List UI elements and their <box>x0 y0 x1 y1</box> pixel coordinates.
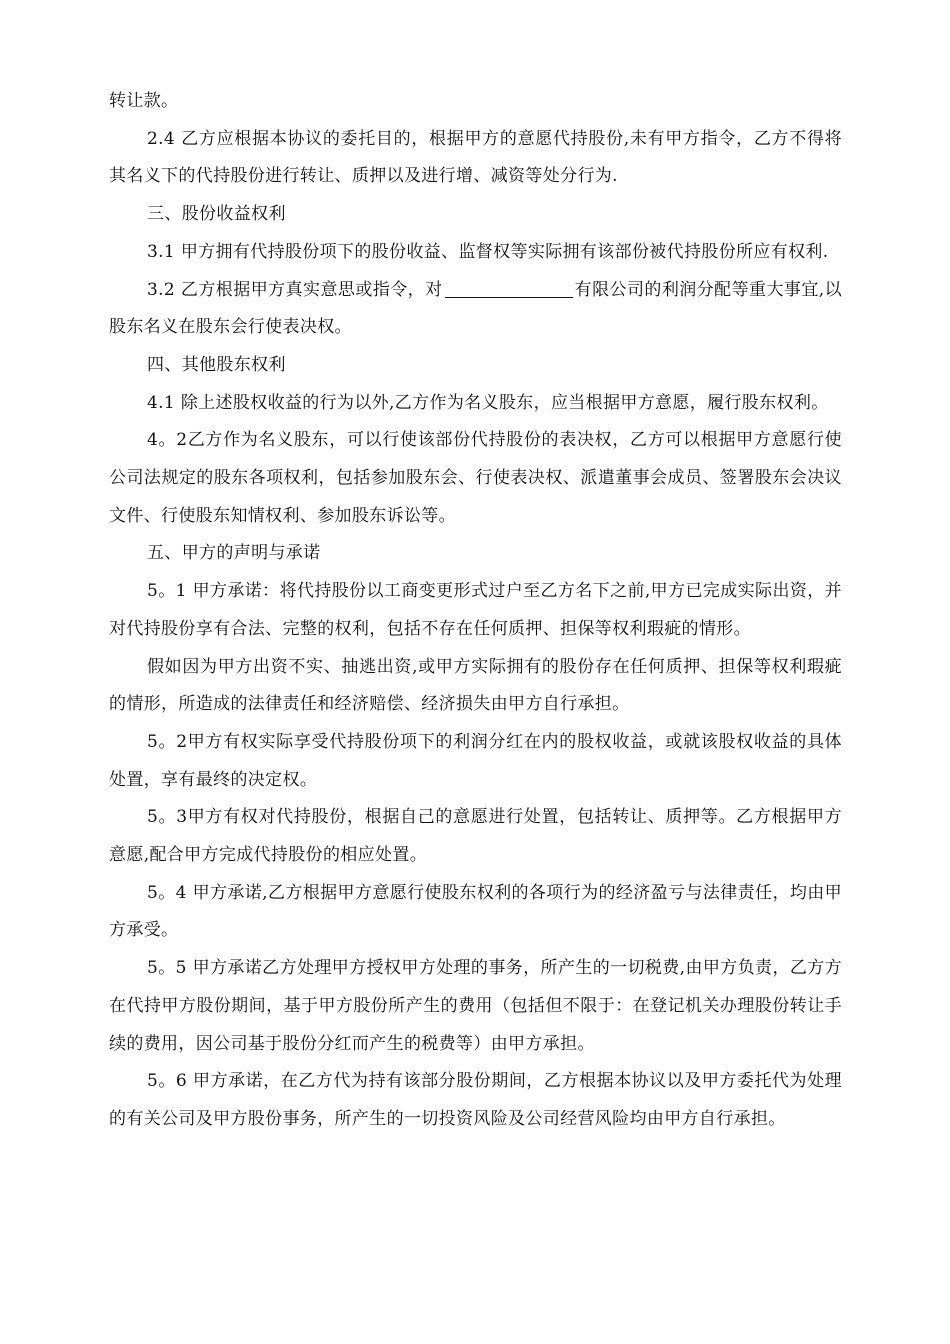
clause-5-4: 5。4 甲方承诺,乙方根据甲方意愿行使股东权利的各项行为的经济盈亏与法律责任，均由甲方承受。 <box>109 882 842 941</box>
clause-5-2: 5。2甲方有权实际享受代持股份项下的利润分红在内的股权收益，或就该股权收益的具体处置，享有最终的决定权。 <box>109 731 842 790</box>
document-body <box>109 83 842 1139</box>
clause-4-1: 4.1 除上述股权收益的行为以外,乙方作为名义股东，应当根据甲方意愿，履行股东权利。 <box>147 392 829 413</box>
section-heading-3: 三、股份收益权利 <box>147 204 286 225</box>
clause-5-5: 5。5 甲方承诺乙方处理甲方授权甲方处理的事务，所产生的一切税费,由甲方负责，乙方方在代持甲方股份期间，基于甲方股份所产生的费用（包括但不限于：在登记机关办理股份转让手续的费用，因公司基于股份分红而产生的税费等）由甲方承担。 <box>109 958 842 1054</box>
clause-3-1: 3.1 甲方拥有代持股份项下的股份收益、监督权等实际拥有该部份被代持股份所应有权利. <box>147 241 829 262</box>
section-heading-4: 四、其他股东权利 <box>147 354 286 375</box>
clause-5-1-supplement: 假如因为甲方出资不实、抽逃出资,或甲方实际拥有的股份存在任何质押、担保等权利瑕疵的情形，所造成的法律责任和经济赔偿、经济损失由甲方自行承担。 <box>109 656 842 715</box>
clause-3-2-text-after-blank: 有限公司的利润分配等重大事宜,以股东名义在股东会行使表决权。 <box>109 279 842 338</box>
clause-4-2: 4。2乙方作为名义股东，可以行使该部份代持股份的表决权，乙方可以根据甲方意愿行使公司法规定的股东各项权利，包括参加股东会、行使表决权、派遣董事会成员、签署股东会决议文件、行使股东知情权利、参加股东诉讼等。 <box>109 430 842 526</box>
section-heading-5: 五、甲方的声明与承诺 <box>147 543 321 564</box>
clause-3-2-text-before-blank: 3.2 乙方根据甲方真实意思或指令，对 <box>147 279 443 300</box>
company-name-blank <box>445 277 573 298</box>
clause-3-2 <box>109 272 842 347</box>
paragraph-transfer-payment-continued: 转让款。 <box>109 91 179 111</box>
clause-5-1: 5。1 甲方承诺：将代持股份以工商变更形式过户至乙方名下之前,甲方已完成实际出资，并对代持股份享有合法、完整的权利，包括不存在任何质押、担保等权利瑕疵的情形。 <box>109 581 842 639</box>
clause-5-6: 5。6 甲方承诺，在乙方代为持有该部分股份期间，乙方根据本协议以及甲方委托代为处理的有关公司及甲方股份事务，所产生的一切投资风险及公司经营风险均由甲方自行承担。 <box>109 1071 842 1129</box>
clause-2-4: 2.4 乙方应根据本协议的委托目的，根据甲方的意愿代持股份,未有甲方指令，乙方不得将其名义下的代持股份进行转让、质押以及进行增、减资等处分行为. <box>109 128 842 187</box>
clause-5-3: 5。3甲方有权对代持股份，根据自己的意愿进行处置，包括转让、质押等。乙方根据甲方意愿,配合甲方完成代持股份的相应处置。 <box>109 807 842 866</box>
